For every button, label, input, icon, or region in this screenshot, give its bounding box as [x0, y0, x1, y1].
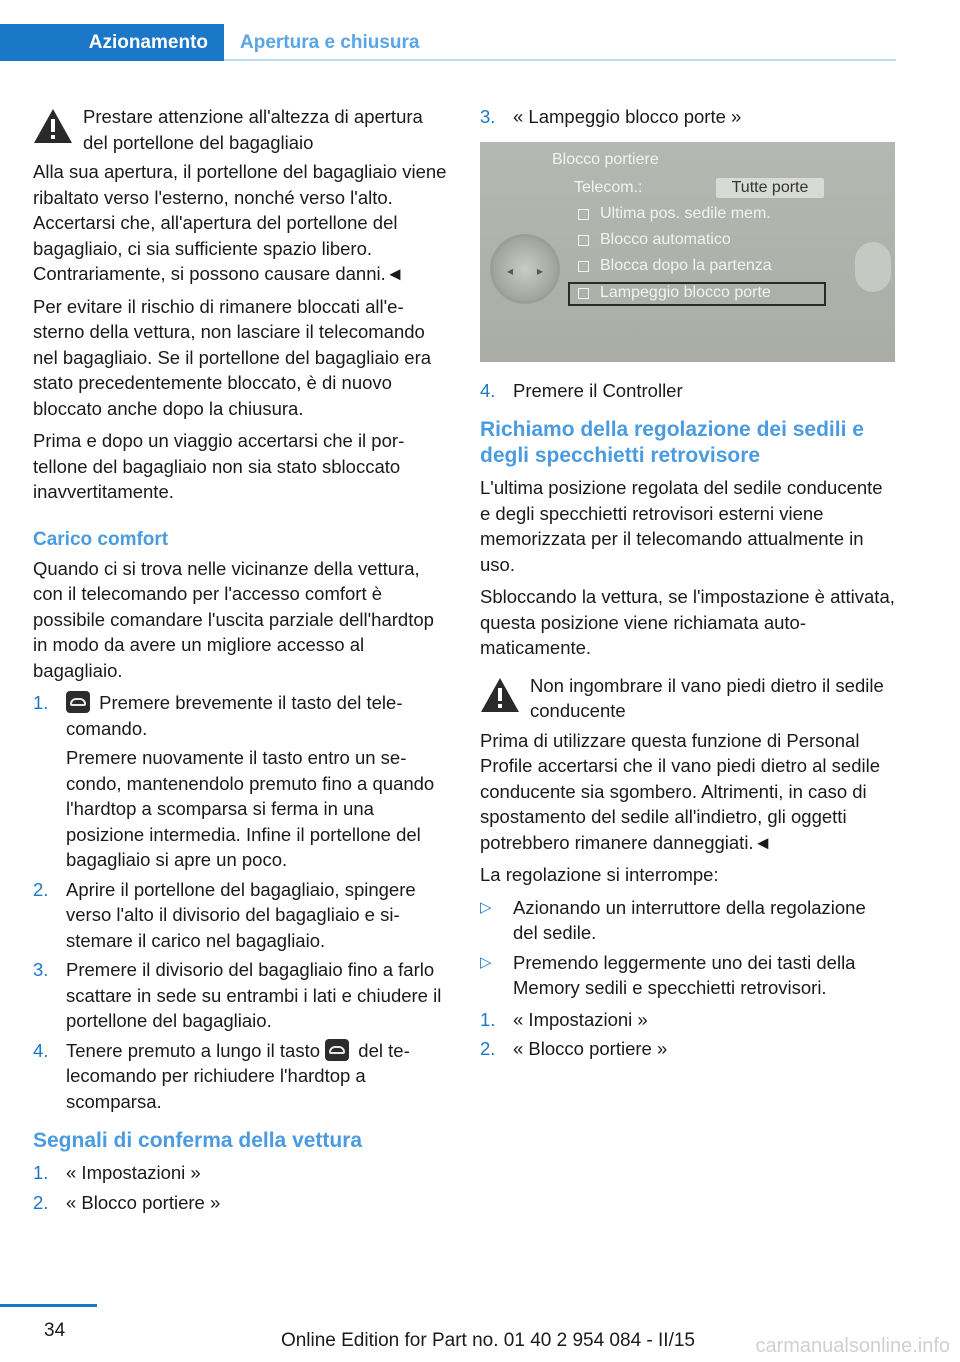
step-number: 2.	[480, 1038, 496, 1059]
lampeggio-step	[480, 104, 895, 130]
step-number: 3.	[480, 106, 496, 127]
step-number: 1.	[33, 1162, 49, 1183]
list-item	[480, 378, 895, 404]
triangle-bullet-icon: ▷	[480, 898, 492, 916]
list-item	[480, 895, 895, 946]
interruption-bullets	[480, 895, 895, 1001]
step-text: Premere il divisorio del bagagliaio fino a farlo scattare in sede su entrambi i lati e chiudere il portellone del bagagliaio.	[66, 959, 442, 1031]
step-subtext: Premere nuovamente il tasto entro un secondo, mantenendolo premuto fino a quando l'hardtop a scomparsa si ferma in una posizione intermedia. Infine il portellone del bagagliaio si apre un poco.	[66, 747, 435, 870]
step-number: 2.	[33, 878, 49, 900]
paragraph: Prima e dopo un viaggio accertarsi che il portellone del bagagliaio non sia stato sbloccato inavvertitamente.	[33, 430, 405, 502]
page-number: 34	[44, 1320, 66, 1341]
section-tab: Azionamento	[0, 24, 224, 61]
step-text: « Impostazioni »	[513, 1008, 648, 1030]
heading-carico-comfort: Carico comfort	[33, 528, 169, 550]
step-number: 4.	[480, 379, 496, 401]
telecom-label: Telecom.:	[574, 178, 643, 196]
step-number: 1.	[33, 692, 49, 713]
step-number: 1.	[480, 1008, 496, 1030]
list-item	[480, 104, 895, 130]
step-text: del telecomando per richiudere l'hardtop a scomparsa.	[66, 1039, 410, 1112]
bullet-text: Azionando un interruttore della regolazione del sedile.	[513, 896, 866, 943]
warning-title: Non ingombrare il vano piedi dietro il sedile conducente	[530, 674, 884, 721]
step-text: « Blocco portiere »	[513, 1038, 668, 1059]
list-item	[33, 1190, 448, 1216]
idrive-screenshot	[480, 142, 895, 362]
step-text: « Lampeggio blocco porte »	[513, 106, 742, 127]
telecom-value: Tutte porte	[716, 178, 824, 198]
heading-richiamo: Richiamo della regolazione dei sedili e degli specchietti retrovisore	[480, 418, 864, 467]
header-rule	[224, 59, 896, 61]
step-text: « Impostazioni »	[66, 1162, 201, 1183]
footer-rule	[0, 1304, 97, 1307]
right-column	[480, 104, 895, 1068]
carico-steps	[33, 690, 448, 1114]
remote-hardtop-key-icon	[325, 1039, 349, 1061]
subsection-tab: Apertura e chiusura	[240, 32, 420, 53]
screen-option: Blocca dopo la partenza	[600, 256, 772, 274]
step-text: Aprire il portellone del bagagliaio, spingere verso l'alto il divisorio del bagagliaio e sistemare il carico nel bagagliaio.	[66, 878, 416, 951]
step-number: 3.	[33, 959, 49, 980]
warning-body: Prima di utilizzare questa funzione di Personal Profile accertarsi che il vano piedi dietro al sedile conducente sia sgombero. Altrimenti, in caso di spostamento del sedile all'indietro, gli oggetti potrebbero rimanere danneggiati.◄	[480, 729, 881, 853]
step-number: 4.	[33, 1039, 49, 1061]
list-item	[480, 1007, 895, 1033]
right-side-control-icon	[855, 242, 891, 292]
heading-segnali: Segnali di conferma della vettura	[33, 1129, 363, 1152]
list-item	[33, 877, 448, 954]
step-text: Premere brevemente il tasto del telecomando.	[66, 692, 403, 739]
list-item	[33, 1160, 448, 1186]
left-column	[33, 104, 448, 1221]
bullet-text: Premendo leggermente uno dei tasti della Memory sedili e specchietti retrovisori.	[513, 951, 856, 998]
screen-option-selected: Lampeggio blocco porte	[600, 283, 771, 301]
list-item	[480, 950, 895, 1001]
screen-option: Ultima pos. sedile mem.	[600, 204, 771, 222]
paragraph: L'ultima posizione regolata del sedile conducente e degli specchietti retrovisori esterni viene memorizzata per il telecomando attualmente in uso.	[480, 477, 883, 575]
screen-option: Blocco automatico	[600, 230, 731, 248]
header-bar	[0, 24, 896, 61]
edition-text: Online Edition for Part no. 01 40 2 954 084 - II/15	[280, 1330, 695, 1351]
list-item	[33, 957, 448, 1034]
segnali-steps	[33, 1160, 448, 1215]
settings-steps	[480, 1007, 895, 1062]
paragraph: Per evitare il rischio di rimanere bloccati all'esterno della vettura, non lasciare il telecomando nel bagagliaio. Se il portellone del bagagliaio era stato precedentemente bloccato, è di nuovo bloccato anche dopo la chiusura.	[33, 295, 432, 419]
warning-icon	[480, 677, 520, 713]
warning-icon	[33, 108, 73, 144]
paragraph: Quando ci si trova nelle vicinanze della vettura, con il telecomando per l'accesso comfort è possibile comandare l'uscita parziale dell'hardtop in modo da avere un migliore accesso al bagagliaio.	[33, 557, 434, 681]
list-item	[33, 690, 448, 873]
list-item	[33, 1038, 448, 1115]
remote-trunk-key-icon	[66, 691, 90, 713]
paragraph: Sbloccando la vettura, se l'impostazione è attivata, questa posizione viene richiamata automaticamente.	[480, 586, 895, 658]
controller-step	[480, 378, 895, 404]
paragraph: La regolazione si interrompe:	[480, 864, 719, 885]
step-number: 2.	[33, 1191, 49, 1213]
warning-opening-height	[33, 104, 448, 155]
triangle-bullet-icon: ▷	[480, 953, 492, 971]
list-item	[480, 1036, 895, 1062]
warning-footwell	[480, 673, 895, 724]
step-text: Premere il Controller	[513, 379, 683, 401]
step-text: Tenere premuto a lungo il tasto	[66, 1039, 321, 1061]
warning-body: Alla sua apertura, il portellone del bagagliaio viene ribaltato verso l'esterno, nonché verso l'alto. Accertarsi che, all'apertura del portellone del bagagliaio, ci sia sufficiente spazio libero. Contrariamente, si possono causare danni.◄	[33, 161, 447, 284]
screen-title: Blocco portiere	[552, 150, 659, 168]
step-text: « Blocco portiere »	[66, 1191, 221, 1213]
watermark: carmanualsonline.info	[755, 1335, 950, 1357]
controller-knob-icon: ◂ ▸	[490, 234, 560, 304]
warning-title: Prestare attenzione all'altezza di apertura del portellone del bagagliaio	[83, 106, 423, 153]
